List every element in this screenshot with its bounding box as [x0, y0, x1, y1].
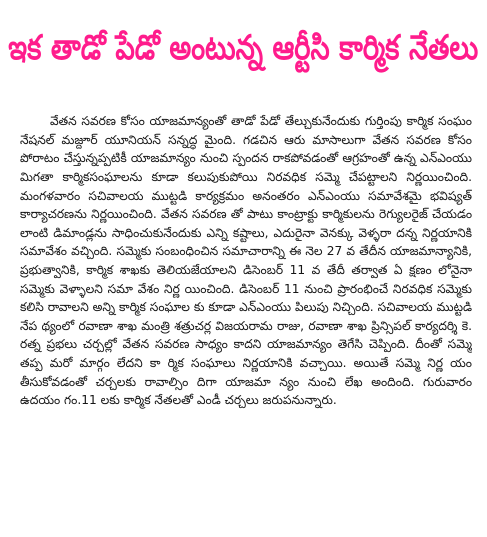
- headline-band: [0, 0, 487, 96]
- article-body: వేతన సవరణ కోసం యాజమాన్యంతో తాడో పేడో తేల్చుకునేందుకు గుర్తింపు కార్మిక సంఘం నేషనల్ మజ్దూర్ యూనియన్ సన్నద్ధ మైంది. గడచిన ఆరు మాసాలుగా వేతన సవరణ కోసం పోరాటం చేస్తున్నప్పటికీ యాజమాన్యం నుంచి స్పందన రాకపోవడంతో ఆగ్రహంతో ఉన్న ఎన్ఎంయు మిగతా కార్మికసంఘాలను కూడా కలుపుకుపోయి నిరవధిక సమ్మె చేపట్టాలని నిర్ణయించింది. మంగళవారం సచివాలయ ముట్టడి కార్యక్రమం అనంతరం ఎన్ఎంయు సమావేశమై భవిష్యత్ కార్యాచరణను నిర్ణయించింది. వేతన సవరణ తో పాటు కాంట్రాక్టు కార్మికులను రెగ్యులరైజ్ చేయడం లాంటి డిమాండ్లను సాధించుకునేందుకు ఎన్ని కష్టాలు, ఎదురైనా వెనక్కు వెళ్ళరా దన్న నిర్ణయానికి సమావేశం వచ్చింది. సమ్మెకు సంబంధించిన సమాచారాన్ని ఈ నెల 27 వ తేదీన యాజమాన్యానికి, ప్రభుత్వానికి, కార్మిక శాఖకు తెలియజేయాలని డిసెంబర్ 11 వ తేదీ తర్వాత ఏ క్షణం లోనైనా సమ్మెకు వెళ్ళాలని సమా వేశం నిర్ణ యించింది. డిసెంబర్ 11 నుంచి ప్రారంభించే నిరవధిక సమ్మెకు కలిసి రావాలని అన్ని కార్మిక సంఘాల కు కూడా ఎన్ఎంయు పిలుపు నిచ్చింది. సచివాలయ ముట్టడి నేప థ్యంలో రవాణా శాఖ మంత్రి శత్రుచర్ల విజయరామ రాజు, రవాణా శాఖ ప్రిన్సిపల్ కార్యదర్శి కె. రత్న ప్రభలు చర్చల్లో వేతన సవరణ సాధ్యం కాదని యాజమాన్యం తెగేసి చెప్పింది. దీంతో సమ్మె తప్ప మరో మార్గం లేదని కా ర్మిక సంఘాలు నిర్ణయానికి వచ్చాయి. అయితే సమ్మె నిర్ణ యం తీసుకోవడంతో చర్చలకు రావాల్సిం దిగా యాజమా న్యం నుంచి లేఖ అందింది. గురువారం ఉదయం గం.11 లకు కార్మిక నేతలతో ఎండీ చర్చలు జరుపనున్నారు.: [20, 114, 472, 408]
- headline: ఇక తాడో పేడో అంటున్న ఆర్టీసి కార్మిక నేతలు: [8, 28, 479, 68]
